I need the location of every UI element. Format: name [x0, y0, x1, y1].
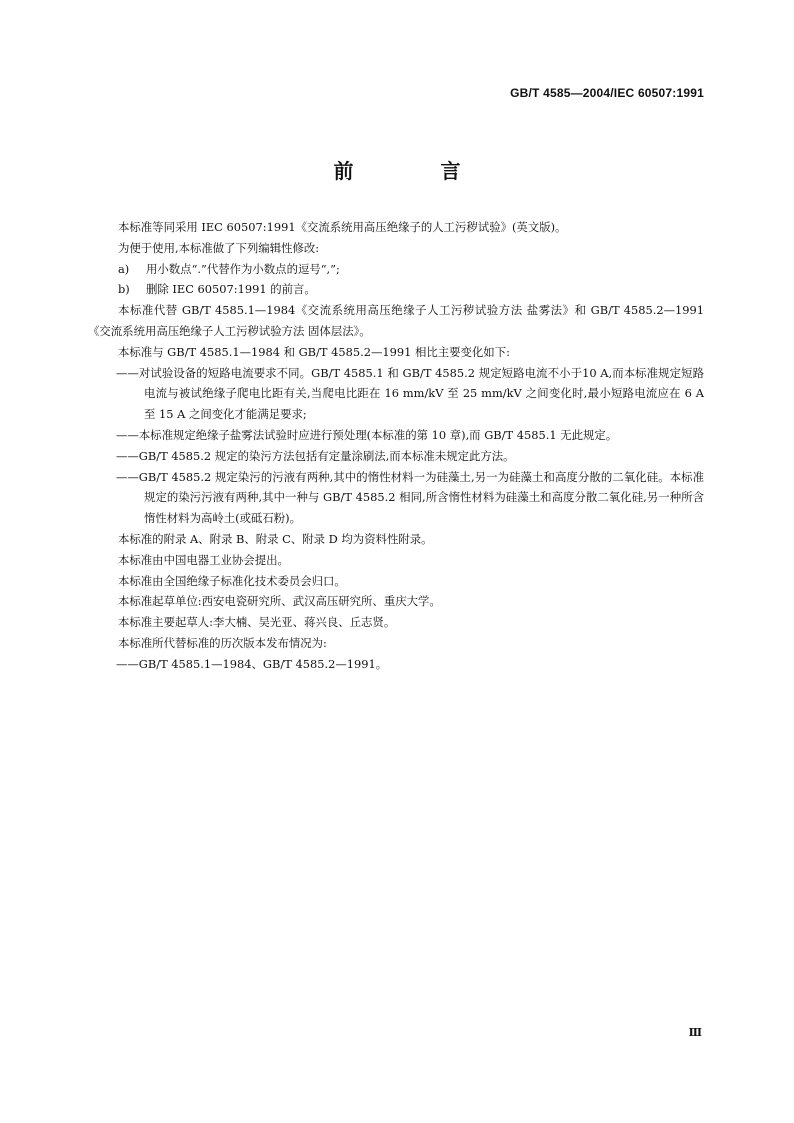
- change-item-short-circuit: ——对试验设备的短路电流要求不同。GB/T 4585.1 和 GB/T 4585.2 规定短路电流不小于10 A,而本标准规定短路电流与被试绝缘子爬电比距有关,当爬电比距在 16 mm/kV 至 25 mm/kV 之间变化时,最小短路电流应在 6 A 至 15 A 之间变化才能满足要求;: [116, 365, 704, 422]
- list-marker: b): [118, 282, 130, 297]
- paragraph-proposed-by: 本标准由中国电器工业协会提出。: [118, 552, 289, 567]
- change-item-contaminant-suspension: ——GB/T 4585.2 规定染污的污液有两种,其中的惰性材料一为硅藻土,另一为硅藻土和高度分散的二氧化硅。本标准规定的染污污液有两种,其中一种与 GB/T 4585.2 相同,所含惰性材料为硅藻土和高度分散二氧化硅,另一种所含惰性材料为高岭土(或砥石粉)。: [116, 469, 704, 526]
- paragraph-annex: 本标准的附录 A、附录 B、附录 C、附录 D 均为资料性附录。: [118, 531, 433, 546]
- list-text: 用小数点“.”代替作为小数点的逗号“,”;: [146, 261, 340, 276]
- change-item-preconditioning: ——本标准规定绝缘子盐雾法试验时应进行预处理(本标准的第 10 章),而 GB/T 4585.1 无此规定。: [116, 427, 618, 442]
- list-marker: a): [118, 261, 130, 276]
- paragraph-drafting-units: 本标准起草单位:西安电瓷研究所、武汉高压研究所、重庆大学。: [118, 594, 441, 609]
- history-item: ——GB/T 4585.1—1984、GB/T 4585.2—1991。: [116, 656, 388, 671]
- paragraph-drafters: 本标准主要起草人:李大楠、吴光亚、蒋兴良、丘志贤。: [118, 615, 396, 630]
- paragraph-changes-intro: 本标准与 GB/T 4585.1—1984 和 GB/T 4585.2—1991 相比主要变化如下:: [118, 344, 510, 359]
- list-item-edit-a: [88, 259, 704, 280]
- list-item-edit-b: [88, 279, 704, 300]
- page-number: Ⅲ: [688, 1026, 702, 1039]
- paragraph-adoption: 本标准等同采用 IEC 60507:1991《交流系统用高压绝缘子的人工污秽试验》(英文版)。: [118, 220, 567, 234]
- document-body: [88, 217, 704, 675]
- document-code: GB/T 4585—2004/IEC 60507:1991: [510, 86, 704, 100]
- paragraph-edits-intro: 为便于使用,本标准做了下列编辑性修改:: [118, 240, 320, 255]
- paragraph-centralized-by: 本标准由全国绝缘子标准化技术委员会归口。: [118, 573, 346, 588]
- list-text: 删除 IEC 60507:1991 的前言。: [146, 282, 316, 297]
- page-title: 前 言: [333, 159, 501, 183]
- paragraph-history-intro: 本标准所代替标准的历次版本发布情况为:: [118, 635, 327, 650]
- change-item-contamination-method: ——GB/T 4585.2 规定的染污方法包括有定量涂刷法,而本标准未规定此方法。: [116, 448, 515, 463]
- paragraph-replaces: 本标准代替 GB/T 4585.1—1984《交流系统用高压绝缘子人工污秽试验方法 盐雾法》和 GB/T 4585.2—1991《交流系统用高压绝缘子人工污秽试验方法 固体层法》。: [88, 303, 704, 338]
